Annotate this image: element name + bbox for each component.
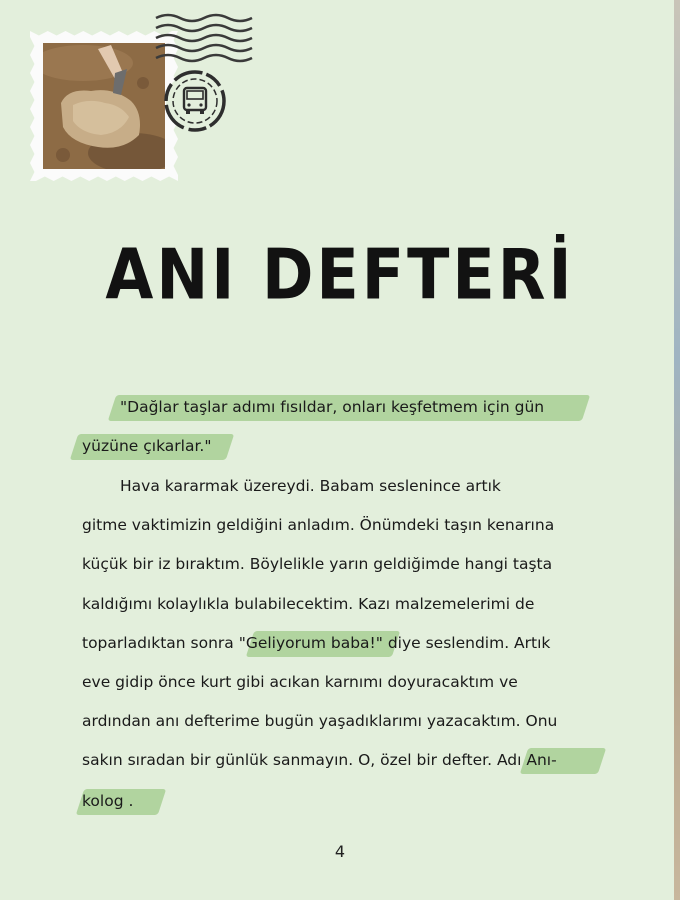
paragraph-line-5-highlight: "Geliyorum baba!" xyxy=(238,634,383,652)
paragraph-line-3: küçük bir iz bıraktım. Böylelikle yarın geldiğimde hangi taşta xyxy=(82,555,553,573)
paragraph-line-5-before: toparladıktan sonra xyxy=(82,634,239,652)
quote-line-1: "Dağlar taşlar adımı fısıldar, onları keşfetmem için gün xyxy=(120,398,545,416)
quote-line-2: yüzüne çıkarlar." xyxy=(82,437,212,455)
excavation-photo xyxy=(43,43,165,169)
paragraph-line-6: eve gidip önce kurt gibi acıkan karnımı doyuracaktım ve xyxy=(82,673,518,691)
page-number: 4 xyxy=(334,842,346,861)
bus-postmark-icon xyxy=(162,66,228,136)
paragraph-line-7: ardından anı defterime bugün yaşadıklarımı yazacaktım. Onu xyxy=(82,712,558,730)
paragraph-line-5 xyxy=(82,634,550,652)
paragraph-line-5-after: diye seslendim. Artık xyxy=(382,634,551,652)
paragraph-line-8 xyxy=(82,751,557,769)
paragraph-line-8-highlight: Adı Anı- xyxy=(496,751,557,769)
page-edge xyxy=(674,0,680,900)
paragraph-line-1: Hava kararmak üzereydi. Babam seslenince artık xyxy=(120,477,501,495)
page-title: ANI DEFTERİ xyxy=(105,233,575,316)
paragraph-line-8-before: sakın sıradan bir günlük sanmayın. O, özel bir defter. xyxy=(82,751,497,769)
paragraph-line-2: gitme vaktimizin geldiğini anladım. Önümdeki taşın kenarına xyxy=(82,516,555,534)
postal-cancel-lines xyxy=(154,10,254,66)
paragraph-line-4: kaldığımı kolaylıkla bulabilecektim. Kazı malzemelerimi de xyxy=(82,595,535,613)
paragraph-line-9: kolog . xyxy=(82,792,134,810)
